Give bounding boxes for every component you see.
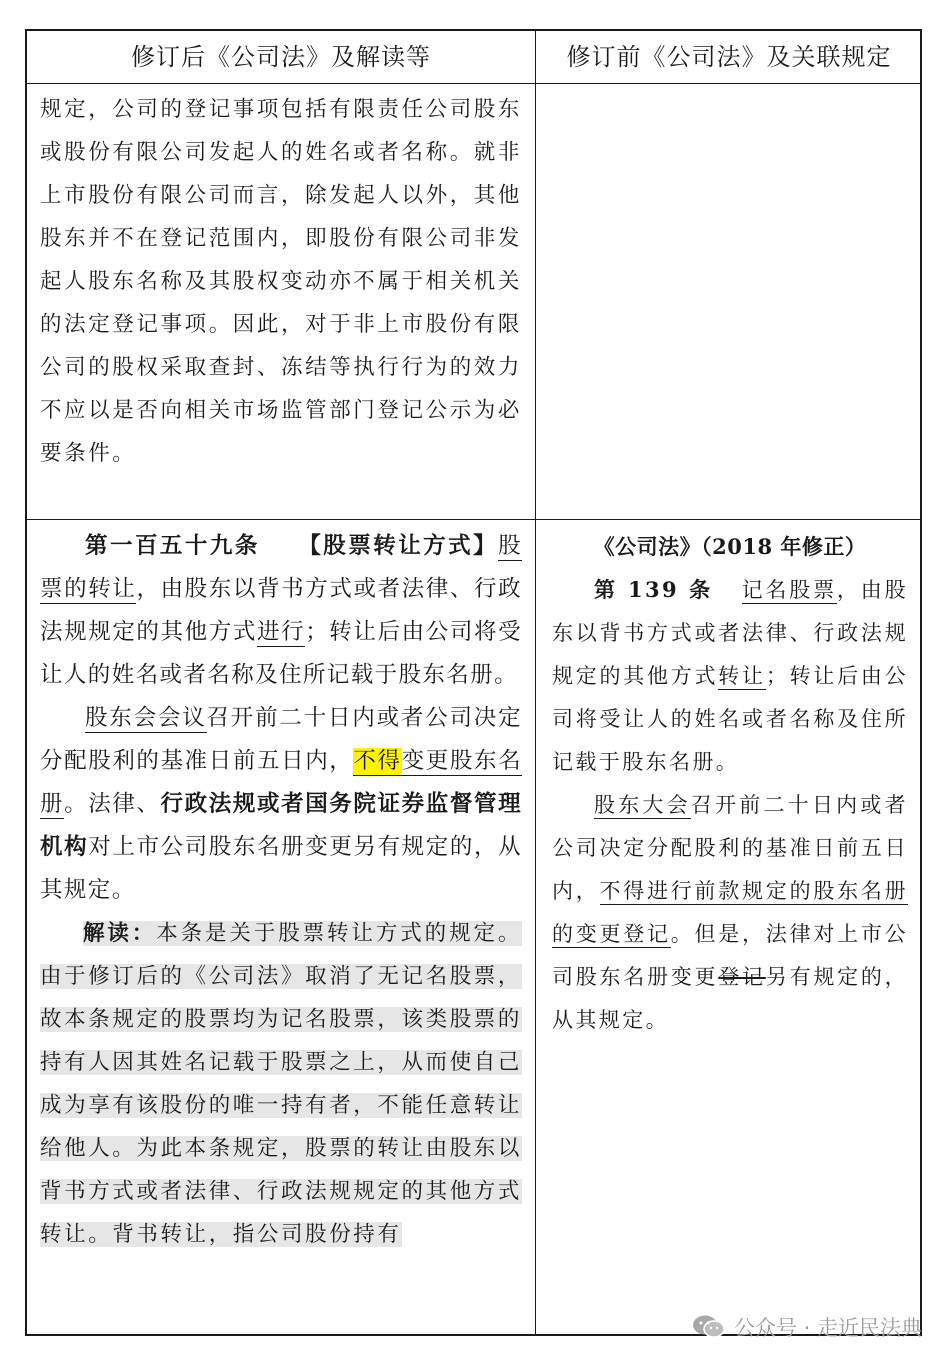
row1-left-cell	[40, 88, 522, 475]
watermark	[692, 1312, 922, 1342]
row1-left-text: 规定，公司的登记事项包括有限责任公司股东或股份有限公司发起人的姓名或者名称。就非上市股份有限公司而言，除发起人以外，其他股东并不在登记范围内，即股份有限公司非发起人股东名称及其股权变动亦不属于相关机关的法定登记事项。因此，对于非上市股份有限公司的股权采取查封、冻结等执行行为的效力不应以是否向相关市场监管部门登记公示为必要条件。	[40, 97, 523, 466]
deleted-text: 登记	[718, 965, 766, 989]
highlight-text: 不得	[353, 748, 402, 774]
watermark-text: 公众号 · 走近民法典	[733, 1316, 922, 1340]
article-159-paragraph-2: 股东会会议召开前二十日内或者公司决定分配股利的基准日前五日内，不得变更股东名册。法律、行政法规或者国务院证券监督管理机构对上市公司股东名册变更另有规定的，从其规定。	[40, 705, 523, 903]
interpretation-paragraph	[40, 912, 522, 1256]
row2-left-cell	[40, 525, 522, 1256]
interpretation-label: 解读：	[83, 921, 157, 946]
old-article-number: 第 139 条	[594, 577, 714, 602]
row2-right-cell	[552, 525, 908, 1042]
article-number: 第一百五十九条	[85, 533, 260, 559]
article-139-paragraph-1: 第 139 条 记名股票，由股东以背书方式或者法律、行政法规规定的其他方式转让；转让后由公司将受让人的姓名或者名称及住所记载于股东名册。	[552, 577, 908, 774]
header-divider	[27, 83, 920, 84]
header-left: 修订后《公司法》及解读等	[131, 43, 431, 71]
article-139-paragraph-2: 股东大会召开前二十日内或者公司决定分配股利的基准日前五日内，不得进行前款规定的股东名册的变更登记。但是，法律对上市公司股东名册变更登记另有规定的，从其规定。	[552, 793, 909, 1032]
column-divider	[535, 31, 536, 1334]
row-divider	[27, 519, 920, 520]
article-title: 【股票转让方式】	[298, 533, 499, 559]
article-159-paragraph-1: 第一百五十九条 【股票转让方式】股票的转让，由股东以背书方式或者法律、行政法规规定的其他方式进行；转让后由公司将受让人的姓名或者名称及住所记载于股东名册。	[40, 533, 522, 688]
law-version-title: 《公司法》（2018 年修正）	[593, 534, 867, 559]
header-right: 修订前《公司法》及关联规定	[566, 43, 892, 71]
comparison-table	[25, 29, 922, 1336]
wechat-icon	[692, 1314, 726, 1340]
interpretation-text: 本条是关于股票转让方式的规定。由于修订后的《公司法》取消了无记名股票，故本条规定的股票均为记名股票，该类股票的持有人因其姓名记载于股票之上，从而使自己成为享有该股份的唯一持有者，不能任意转让给他人。为此本条规定，股票的转让由股东以背书方式或者法律、行政法规规定的其他方式转让。背书转让，指公司股份持有	[40, 921, 523, 1247]
